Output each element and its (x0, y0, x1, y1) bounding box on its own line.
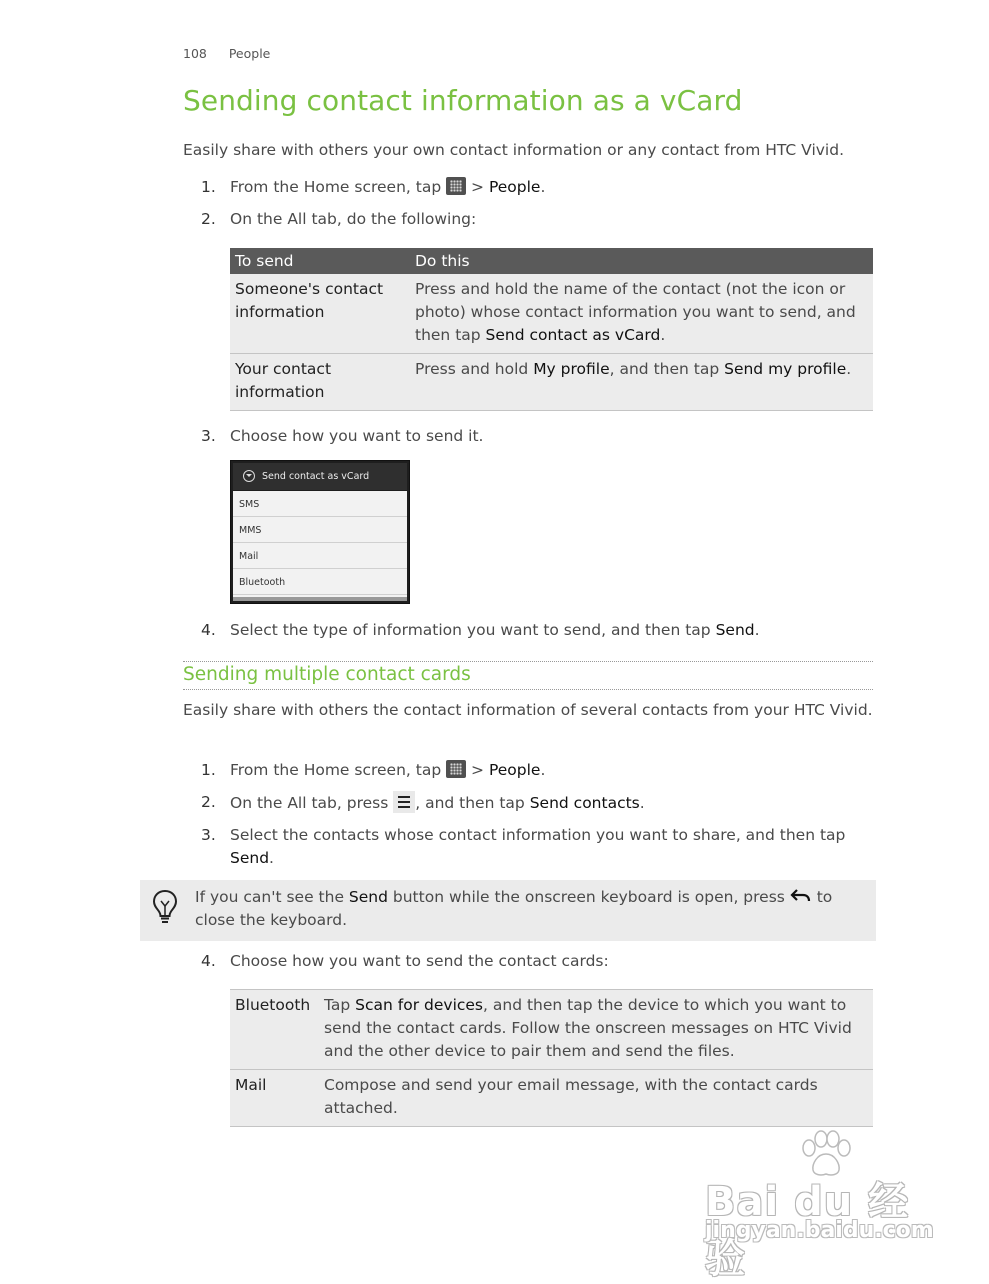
lightbulb-icon (152, 889, 178, 925)
apps-grid-icon (446, 177, 466, 195)
table-cell: Mail (230, 1070, 319, 1127)
intro2-paragraph: Easily share with others the contact information of several contacts from your HTC Vivid. (183, 701, 873, 719)
page-title: Sending contact information as a vCard (183, 84, 743, 117)
step-number: 1. (201, 761, 216, 779)
section-subtitle: Sending multiple contact cards (183, 664, 471, 685)
table-header-cell: Do this (410, 248, 873, 274)
cell-bold: Send my profile (724, 360, 847, 378)
tip-text-part: If you can't see the (195, 888, 349, 906)
page-header (183, 46, 270, 61)
step-number: 3. (201, 427, 216, 445)
tip-bold: Send (348, 888, 388, 906)
watermark-brand: Bai du 经验 (705, 1179, 910, 1282)
step-text: > (466, 761, 489, 779)
step-bold: Send contacts (529, 794, 640, 812)
step-text: > (466, 178, 489, 196)
table-row (230, 1070, 873, 1127)
step-3-text: Choose how you want to send it. (230, 427, 484, 445)
cell-bold: Scan for devices (355, 996, 484, 1014)
phone-menu-item[interactable]: Mail (233, 543, 407, 569)
step-text: . (754, 621, 760, 639)
step-text: , and then tap (415, 794, 530, 812)
step-4b-text: Choose how you want to send the contact cards: (230, 952, 609, 970)
step-text: On the All tab, press (230, 794, 394, 812)
table-cell (410, 354, 873, 411)
menu-icon (393, 791, 415, 813)
phone-screenshot (230, 460, 410, 604)
phone-menu-item[interactable]: MMS (233, 517, 407, 543)
phone-menu-title-bar (233, 463, 407, 490)
page-number: 108 (183, 46, 207, 61)
step-text: . (269, 849, 274, 867)
back-arrow-icon (790, 888, 812, 904)
step-number: 1. (201, 178, 216, 196)
step-number: 2. (201, 793, 216, 811)
tip-text-part: to close the keyboard. (195, 888, 833, 929)
step-1-text (230, 176, 545, 199)
step-text: . (639, 794, 645, 812)
step-number: 4. (201, 621, 216, 639)
step-number: 3. (201, 826, 216, 844)
send-method-table (230, 989, 873, 1127)
step-text: . (540, 178, 546, 196)
table-cell (410, 274, 873, 354)
dropdown-arrow-icon (243, 470, 255, 482)
step-bold: Send (230, 849, 270, 867)
cell-text: , and then tap (609, 360, 725, 378)
step-4-text (230, 619, 760, 642)
step-text: Select the contacts whose contact information you want to share, and then tap (230, 826, 846, 844)
cell-text: . (660, 326, 666, 344)
tip-text (195, 886, 865, 932)
cell-text: Press and hold the name of the contact (not the icon or photo) whose contact information you want to send, and then tap (415, 280, 856, 344)
cell-text: . (846, 360, 852, 378)
phone-menu-title: Send contact as vCard (262, 471, 370, 482)
table-cell: Someone's contact information (230, 274, 410, 354)
divider (183, 661, 873, 662)
cell-text: , and then tap the device to which you want to send the contact cards. Follow the onscreen messages on HTC Vivid and the other device to pair them and send the files. (324, 996, 852, 1060)
table-header-row (230, 248, 873, 274)
cell-text: Tap (324, 996, 356, 1014)
table-row (230, 990, 873, 1070)
phone-menu-item[interactable]: SMS (233, 491, 407, 517)
table-row (230, 274, 873, 354)
table-cell (319, 990, 873, 1070)
table-row (230, 354, 873, 411)
step-3b-text (230, 824, 873, 870)
step-text: Select the type of information you want to send, and then tap (230, 621, 716, 639)
apps-grid-icon (446, 760, 466, 778)
divider (183, 689, 873, 690)
section-name: People (228, 46, 271, 61)
send-options-table (230, 248, 873, 411)
table-header-cell: To send (230, 248, 410, 274)
step-text: From the Home screen, tap (230, 178, 447, 196)
cell-text: Press and hold (415, 360, 534, 378)
step-text: From the Home screen, tap (230, 761, 447, 779)
step-1b-text (230, 759, 545, 782)
cell-bold: My profile (533, 360, 610, 378)
table-cell: Compose and send your email message, with the contact cards attached. (319, 1070, 873, 1127)
phone-scroll-edge (233, 597, 407, 601)
baidu-watermark (700, 1130, 940, 1282)
tip-text-part: button while the onscreen keyboard is open, press (387, 888, 790, 906)
phone-menu-list (233, 491, 407, 599)
step-bold: People (488, 761, 541, 779)
step-bold: People (488, 178, 541, 196)
phone-menu-item[interactable]: Bluetooth (233, 569, 407, 595)
watermark-url: jingyan.baidu.com (705, 1218, 934, 1243)
step-2-text: On the All tab, do the following: (230, 210, 477, 228)
intro-paragraph: Easily share with others your own contact information or any contact from HTC Vivid. (183, 141, 844, 159)
table-cell: Bluetooth (230, 990, 319, 1070)
step-2b-text (230, 791, 645, 815)
cell-bold: Send contact as vCard (485, 326, 661, 344)
step-text: . (540, 761, 546, 779)
step-bold: Send (715, 621, 755, 639)
step-number: 2. (201, 210, 216, 228)
table-cell: Your contact information (230, 354, 410, 411)
step-number: 4. (201, 952, 216, 970)
